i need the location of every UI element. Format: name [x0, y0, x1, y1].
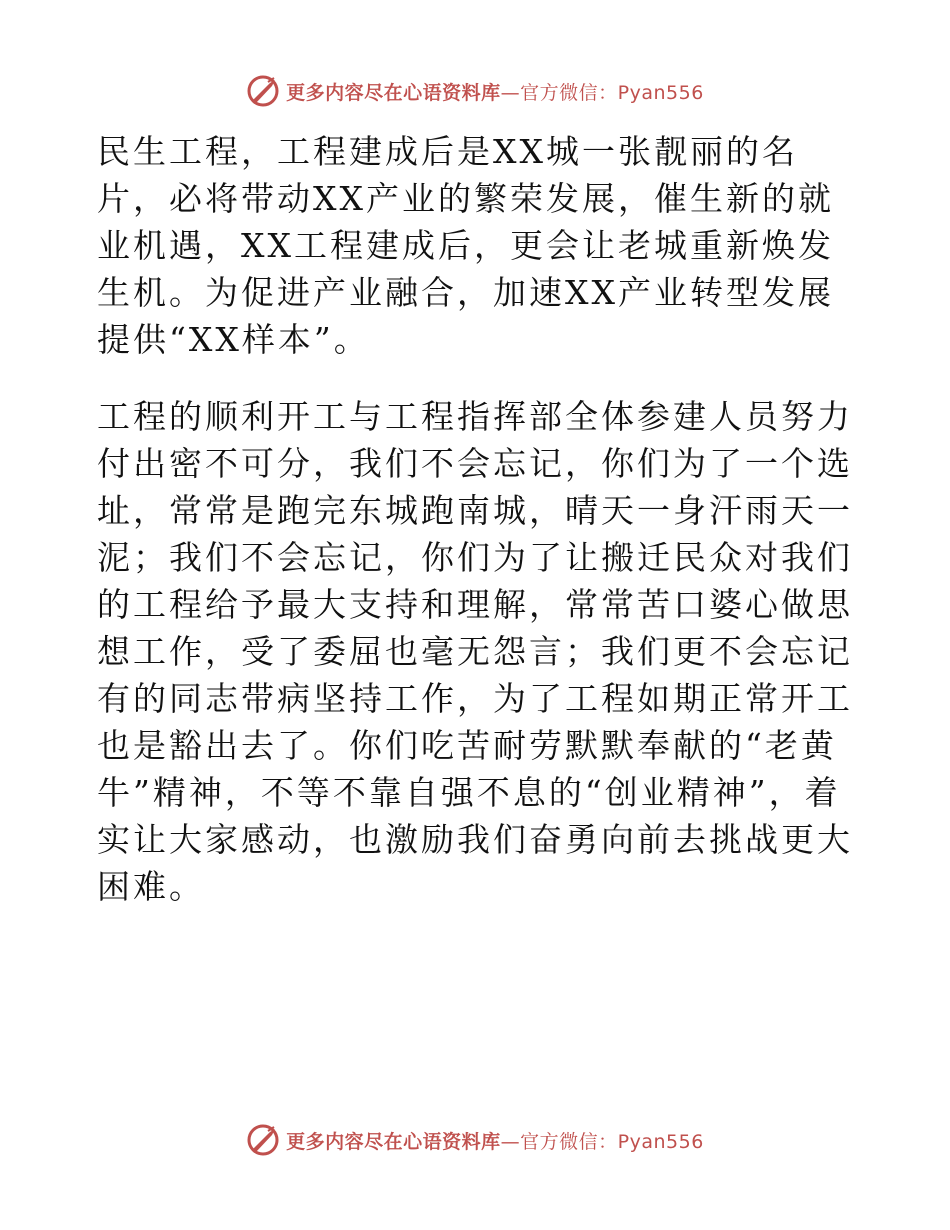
footer-separator: —	[500, 1130, 521, 1153]
header-contact-text: 官方微信：Pyan556	[520, 81, 704, 104]
quill-logo-icon	[246, 1123, 280, 1157]
footer-banner	[0, 1120, 950, 1160]
body-paragraph: 民生工程，工程建成后是XX城一张靓丽的名片，必将带动XX产业的繁荣发展，催生新的就业机遇，XX工程建成后，更会让老城重新焕发生机。为促进产业融合，加速XX产业转型发展提供“XX样本”。	[97, 132, 834, 359]
footer-contact-text: 官方微信：Pyan556	[520, 1130, 704, 1153]
footer-banner-text	[286, 1127, 704, 1154]
header-separator: —	[500, 81, 521, 104]
quill-logo-icon	[246, 74, 280, 108]
header-banner-text	[286, 78, 704, 105]
footer-brand-text: 更多内容尽在心语资料库	[286, 1130, 501, 1153]
document-body	[97, 128, 857, 910]
header-banner	[0, 71, 950, 111]
body-paragraph: 工程的顺利开工与工程指挥部全体参建人员努力付出密不可分，我们不会忘记，你们为了一个选址，常常是跑完东城跑南城，晴天一身汗雨天一泥；我们不会忘记，你们为了让搬迁民众对我们的工程给予最大支持和理解，常常苦口婆心做思想工作，受了委屈也毫无怨言；我们更不会忘记有的同志带病坚持工作，为了工程如期正常开工也是豁出去了。你们吃苦耐劳默默奉献的“老黄牛”精神，不等不靠自强不息的“创业精神”，着实让大家感动，也激励我们奋勇向前去挑战更大困难。	[97, 397, 853, 906]
header-brand-text: 更多内容尽在心语资料库	[286, 81, 501, 104]
